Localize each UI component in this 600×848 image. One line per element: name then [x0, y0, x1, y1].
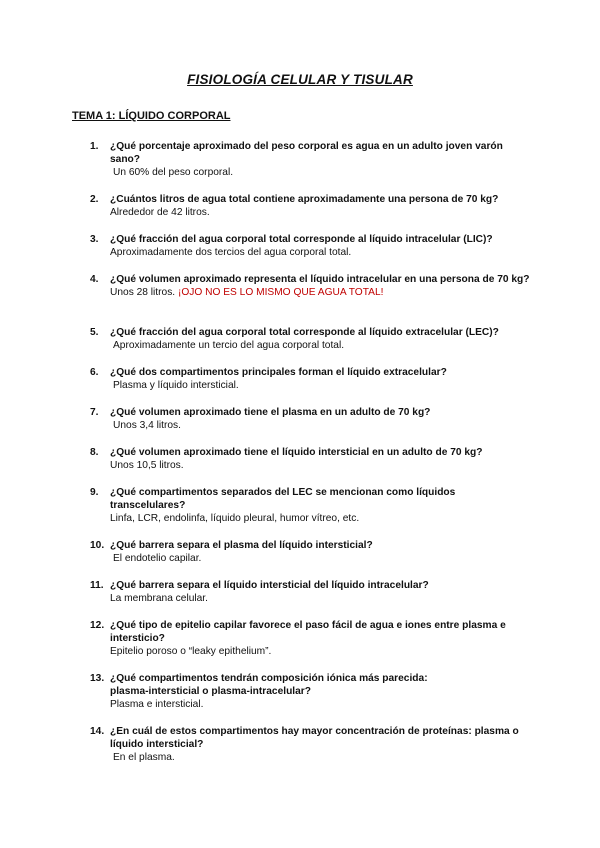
question-number: 10. [90, 540, 105, 551]
question-text: ¿Qué porcentaje aproximado del peso corporal es agua en un adulto joven varón sano? [110, 141, 503, 165]
question-item [90, 406, 530, 432]
document-title: FISIOLOGÍA CELULAR Y TISULAR [187, 72, 413, 87]
question-text: ¿Qué barrera separa el líquido intersticial del líquido intracelular? [110, 580, 429, 591]
answer-text: Aproximadamente dos tercios del agua corporal total. [110, 247, 352, 258]
answer-text: La membrana celular. [110, 593, 208, 604]
question-text-continued: plasma-intersticial o plasma-intracelular? [110, 686, 311, 697]
topic-heading: TEMA 1: LÍQUIDO CORPORAL [72, 110, 231, 122]
question-number: 1. [90, 141, 99, 152]
question-item [90, 486, 530, 525]
question-number: 14. [90, 726, 105, 737]
question-number: 5. [90, 327, 99, 338]
question-number: 2. [90, 194, 99, 205]
answer-text: El endotelio capilar. [113, 553, 202, 564]
answer-text: Plasma e intersticial. [110, 699, 204, 710]
question-item [90, 672, 530, 711]
question-number: 9. [90, 487, 99, 498]
question-number: 7. [90, 407, 99, 418]
question-item [90, 233, 530, 259]
question-text: ¿Qué volumen aproximado tiene el líquido intersticial en un adulto de 70 kg? [110, 447, 483, 458]
question-number: 11. [90, 580, 104, 591]
question-text: ¿Qué volumen aproximado tiene el plasma en un adulto de 70 kg? [110, 407, 431, 418]
question-text: ¿Qué volumen aproximado representa el líquido intracelular en una persona de 70 kg? [110, 274, 530, 285]
question-text: ¿Cuántos litros de agua total contiene aproximadamente una persona de 70 kg? [110, 194, 499, 205]
answer-text: Plasma y líquido intersticial. [113, 380, 239, 391]
question-item [90, 539, 530, 565]
question-item [90, 193, 530, 219]
question-item [90, 366, 530, 392]
question-item [90, 619, 530, 658]
answer-line [110, 286, 530, 299]
answer-text: Epitelio poroso o “leaky epithelium”. [110, 646, 272, 657]
question-number: 12. [90, 620, 105, 631]
answer-text: Aproximadamente un tercio del agua corporal total. [113, 340, 345, 351]
answer-text: Un 60% del peso corporal. [113, 167, 234, 178]
question-text: ¿Qué compartimentos separados del LEC se mencionan como líquidos transcelulares? [110, 487, 456, 511]
question-text: ¿Qué barrera separa el plasma del líquido intersticial? [110, 540, 373, 551]
question-number: 4. [90, 274, 99, 285]
question-text: ¿Qué fracción del agua corporal total corresponde al líquido intracelular (LIC)? [110, 234, 493, 245]
question-text: ¿En cuál de estos compartimentos hay mayor concentración de proteínas: plasma o líquido intersticial? [110, 726, 519, 750]
question-item [90, 725, 530, 764]
answer-text: Linfa, LCR, endolinfa, líquido pleural, humor vítreo, etc. [110, 513, 360, 524]
question-item [90, 579, 530, 605]
question-text: ¿Qué dos compartimentos principales forman el líquido extracelular? [110, 367, 447, 378]
question-item [90, 140, 530, 179]
answer-text: Unos 3,4 litros. [113, 420, 181, 431]
question-text: ¿Qué tipo de epitelio capilar favorece el paso fácil de agua e iones entre plasma e intersticio? [110, 620, 506, 644]
question-text: ¿Qué fracción del agua corporal total corresponde al líquido extracelular (LEC)? [110, 327, 499, 338]
question-number: 8. [90, 447, 99, 458]
question-item [90, 326, 530, 352]
question-number: 13. [90, 673, 105, 684]
question-text: ¿Qué compartimentos tendrán composición iónica más parecida: [110, 673, 428, 684]
warning-note: ¡OJO NO ES LO MISMO QUE AGUA TOTAL! [177, 287, 384, 298]
answer-text: Unos 10,5 litros. [110, 460, 184, 471]
answer-text: Unos 28 litros. [110, 287, 176, 298]
question-item [90, 273, 530, 299]
question-item [90, 446, 530, 472]
question-number: 6. [90, 367, 99, 378]
answer-text: En el plasma. [113, 752, 175, 763]
question-number: 3. [90, 234, 99, 245]
answer-text: Alrededor de 42 litros. [110, 207, 210, 218]
